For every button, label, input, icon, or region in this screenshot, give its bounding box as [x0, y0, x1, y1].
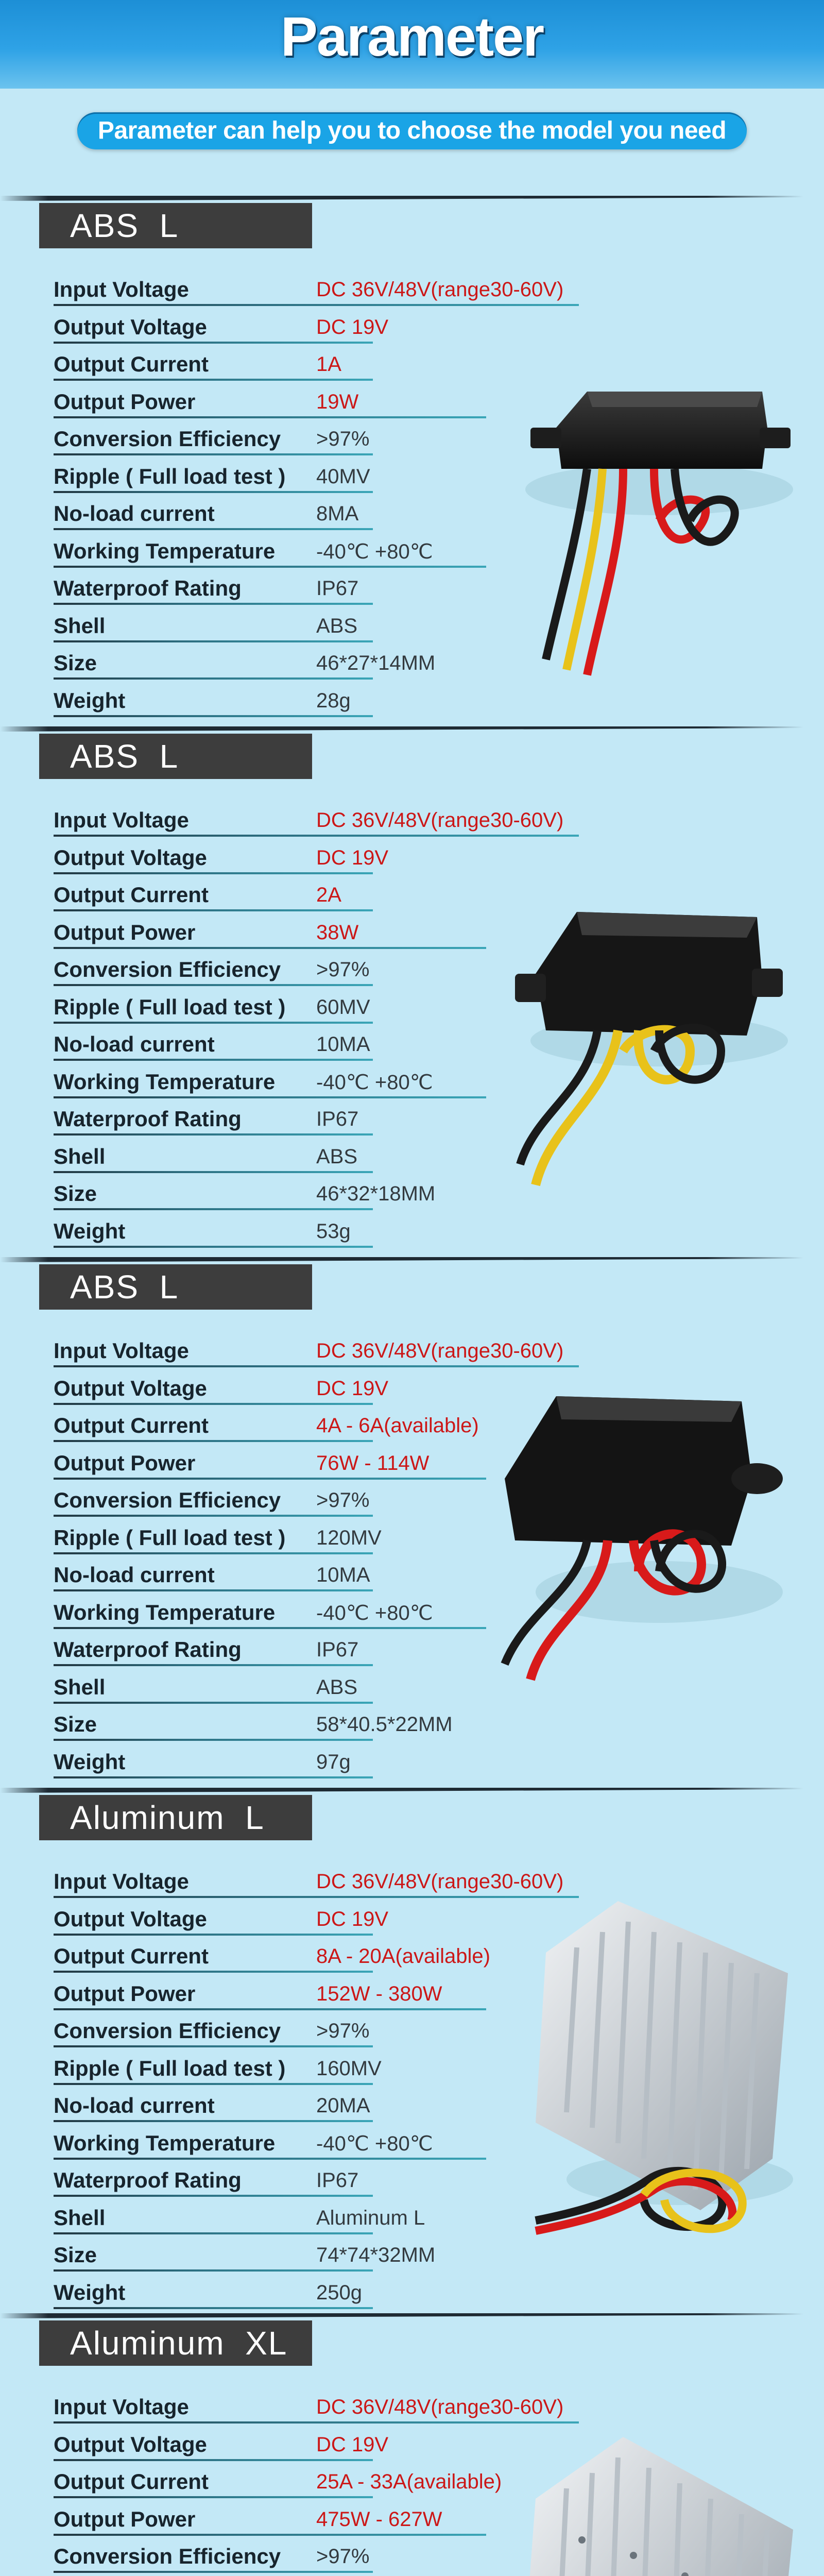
spec-row: [54, 1745, 620, 1783]
spec-label: Working Temperature: [54, 2130, 276, 2155]
product-image: [484, 1376, 793, 1695]
spec-underline: [54, 835, 579, 837]
spec-value: 4A - 6A(available): [316, 1414, 479, 1437]
model-header: ABS L: [39, 734, 312, 779]
spec-value: 20MA: [316, 2094, 370, 2117]
spec-row: [54, 2276, 620, 2314]
spec-underline: [54, 1246, 373, 1248]
spec-value: 475W - 627W: [316, 2507, 442, 2531]
spec-value: IP67: [316, 2169, 359, 2192]
spec-label: Output Power: [54, 389, 196, 414]
spec-underline: [54, 603, 373, 605]
spec-section-4: [0, 1788, 824, 2318]
spec-label: Output Current: [54, 883, 209, 907]
spec-underline: [54, 2083, 373, 2085]
spec-label: No-load current: [54, 1032, 215, 1056]
spec-underline: [54, 2496, 373, 2498]
spec-underline: [54, 2459, 373, 2461]
spec-label: Input Voltage: [54, 808, 189, 832]
spec-underline: [54, 1208, 373, 1210]
spec-underline: [54, 528, 373, 530]
spec-value: -40℃ +80℃: [316, 2132, 433, 2155]
spec-label: Weight: [54, 1218, 126, 1243]
spec-value: 76W - 114W: [316, 1451, 430, 1475]
spec-label: Output Current: [54, 1413, 209, 1437]
spec-underline: [54, 453, 373, 455]
spec-row: [54, 1708, 620, 1745]
spec-label: Waterproof Rating: [54, 2168, 242, 2192]
spec-underline: [54, 1440, 373, 1442]
spec-value: 250g: [316, 2281, 362, 2304]
spec-underline: [54, 2269, 373, 2272]
spec-value: DC 36V/48V(range30-60V): [316, 278, 564, 301]
spec-value: 120MV: [316, 1526, 382, 1549]
spec-label: Waterproof Rating: [54, 1637, 242, 1662]
section-divider: [0, 726, 803, 732]
spec-value: DC 19V: [316, 846, 389, 869]
spec-value: 160MV: [316, 2057, 382, 2080]
spec-value: >97%: [316, 428, 370, 450]
spec-row: [54, 2391, 620, 2428]
spec-value: 28g: [316, 689, 351, 712]
model-header: Aluminum XL: [39, 2320, 312, 2366]
spec-value: 40MV: [316, 465, 370, 488]
model-header: Aluminum L: [39, 1795, 312, 1840]
spec-value: 74*74*32MM: [316, 2244, 436, 2266]
spec-value: 1A: [316, 353, 341, 376]
spec-label: Conversion Efficiency: [54, 2019, 281, 2043]
spec-underline: [54, 872, 373, 874]
spec-label: Output Voltage: [54, 1376, 207, 1400]
spec-underline: [54, 2232, 373, 2234]
spec-section-1: [0, 196, 824, 726]
spec-underline: [54, 1133, 373, 1136]
spec-row: [54, 1334, 620, 1372]
spec-label: Waterproof Rating: [54, 576, 242, 600]
spec-value: DC 36V/48V(range30-60V): [316, 2396, 564, 2418]
spec-row: [54, 804, 620, 841]
section-divider: [0, 1257, 803, 1262]
spec-underline: [54, 947, 486, 949]
spec-value: DC 36V/48V(range30-60V): [316, 809, 564, 832]
spec-value: -40℃ +80℃: [316, 1601, 433, 1624]
spec-underline: [54, 1515, 373, 1517]
spec-label: Output Current: [54, 352, 209, 376]
section-divider: [0, 2313, 803, 2318]
spec-underline: [54, 2195, 373, 2197]
spec-label: Ripple ( Full load test ): [54, 1525, 286, 1550]
spec-underline: [54, 2534, 486, 2536]
spec-value: 58*40.5*22MM: [316, 1713, 453, 1736]
spec-label: Size: [54, 1712, 97, 1736]
section-divider: [0, 1788, 803, 1793]
spec-underline: [54, 2158, 486, 2160]
spec-underline: [54, 1022, 373, 1024]
spec-value: IP67: [316, 577, 359, 600]
spec-label: Conversion Efficiency: [54, 2544, 281, 2568]
spec-label: Size: [54, 1181, 97, 1206]
spec-label: Ripple ( Full load test ): [54, 2056, 286, 2080]
spec-underline: [54, 2120, 373, 2122]
spec-underline: [54, 416, 486, 418]
spec-label: Conversion Efficiency: [54, 427, 281, 451]
spec-label: Shell: [54, 613, 106, 638]
spec-value: ABS: [316, 614, 358, 637]
spec-value: ABS: [316, 1145, 358, 1168]
spec-value: 10MA: [316, 1564, 370, 1586]
spec-value: DC 19V: [316, 1907, 389, 1930]
spec-section-3: [0, 1257, 824, 1788]
spec-label: Output Voltage: [54, 1906, 207, 1931]
spec-underline: [54, 1059, 373, 1061]
spec-underline: [54, 1096, 486, 1098]
spec-underline: [54, 909, 373, 911]
product-image: [525, 371, 793, 690]
spec-label: Output Power: [54, 1981, 196, 2006]
spec-underline: [54, 1664, 373, 1666]
spec-value: 25A - 33A(available): [316, 2470, 502, 2493]
spec-label: Weight: [54, 1749, 126, 1774]
section-divider: [0, 196, 803, 201]
product-image: [505, 2427, 803, 2576]
spec-underline: [54, 1702, 373, 1704]
spec-label: No-load current: [54, 2093, 215, 2117]
page-title: Parameter: [280, 5, 544, 67]
spec-label: Weight: [54, 2280, 126, 2304]
spec-underline: [54, 1478, 486, 1480]
spec-label: Output Current: [54, 1944, 209, 1968]
product-image: [515, 1891, 803, 2251]
spec-underline: [54, 491, 373, 493]
spec-label: Weight: [54, 688, 126, 713]
spec-underline: [54, 1739, 373, 1741]
spec-label: Output Voltage: [54, 2432, 207, 2456]
spec-value: >97%: [316, 958, 370, 981]
spec-value: IP67: [316, 1638, 359, 1661]
spec-underline: [54, 342, 373, 344]
spec-label: Working Temperature: [54, 538, 276, 563]
spec-value: IP67: [316, 1108, 359, 1130]
spec-value: 19W: [316, 390, 359, 413]
spec-label: Input Voltage: [54, 277, 189, 301]
spec-underline: [54, 1403, 373, 1405]
spec-label: Conversion Efficiency: [54, 1488, 281, 1512]
spec-value: DC 19V: [316, 2433, 389, 2456]
spec-underline: [54, 640, 373, 642]
spec-label: Size: [54, 2243, 97, 2267]
spec-label: Shell: [54, 2205, 106, 2230]
spec-value: 8A - 20A(available): [316, 1945, 490, 1968]
spec-label: Output Voltage: [54, 314, 207, 339]
spec-value: 38W: [316, 921, 359, 944]
product-image: [505, 896, 793, 1206]
spec-value: Aluminum L: [316, 2206, 425, 2229]
spec-label: Output Power: [54, 920, 196, 944]
spec-underline: [54, 2421, 579, 2424]
spec-row: [54, 841, 620, 879]
spec-value: -40℃ +80℃: [316, 540, 433, 563]
subtitle-pill: Parameter can help you to choose the model you need: [77, 112, 747, 149]
spec-value: DC 36V/48V(range30-60V): [316, 1340, 564, 1362]
spec-label: Input Voltage: [54, 2395, 189, 2419]
spec-value: 152W - 380W: [316, 1982, 442, 2005]
spec-underline: [54, 715, 373, 717]
spec-value: >97%: [316, 2020, 370, 2042]
spec-label: Working Temperature: [54, 1069, 276, 1094]
spec-underline: [54, 1552, 373, 1554]
spec-underline: [54, 984, 373, 986]
spec-underline: [54, 1776, 373, 1778]
spec-row: [54, 273, 620, 311]
spec-label: Working Temperature: [54, 1600, 276, 1624]
spec-underline: [54, 2045, 373, 2047]
spec-section-5: [0, 2313, 824, 2576]
spec-underline: [54, 2571, 373, 2573]
spec-value: DC 36V/48V(range30-60V): [316, 1870, 564, 1893]
spec-underline: [54, 1896, 579, 1898]
spec-label: Output Power: [54, 2506, 196, 2531]
spec-label: Size: [54, 651, 97, 675]
spec-underline: [54, 1171, 373, 1173]
spec-value: ABS: [316, 1675, 358, 1699]
spec-label: Output Current: [54, 2469, 209, 2494]
spec-value: >97%: [316, 2545, 370, 2568]
spec-value: 46*27*14MM: [316, 652, 436, 674]
spec-value: 60MV: [316, 995, 370, 1019]
model-header: ABS L: [39, 1264, 312, 1310]
spec-value: DC 19V: [316, 315, 389, 338]
spec-underline: [54, 1627, 486, 1629]
spec-underline: [54, 566, 486, 568]
spec-label: Shell: [54, 1144, 106, 1168]
spec-underline: [54, 677, 373, 680]
spec-label: Input Voltage: [54, 1338, 189, 1363]
spec-value: >97%: [316, 1489, 370, 1512]
spec-value: 46*32*18MM: [316, 1182, 436, 1205]
spec-value: -40℃ +80℃: [316, 1071, 433, 1094]
spec-value: 8MA: [316, 502, 359, 525]
spec-underline: [54, 1971, 373, 1973]
spec-label: Waterproof Rating: [54, 1107, 242, 1131]
spec-underline: [54, 1934, 373, 1936]
spec-label: No-load current: [54, 501, 215, 526]
spec-row: [54, 311, 620, 348]
spec-value: 53g: [316, 1219, 351, 1243]
spec-underline: [54, 2008, 486, 2010]
spec-underline: [54, 304, 579, 306]
spec-underline: [54, 379, 373, 381]
spec-underline: [54, 1589, 373, 1591]
spec-value: DC 19V: [316, 1377, 389, 1400]
spec-label: Input Voltage: [54, 1869, 189, 1893]
spec-label: Output Voltage: [54, 845, 207, 870]
spec-label: No-load current: [54, 1563, 215, 1587]
spec-label: Output Power: [54, 1450, 196, 1475]
spec-label: Conversion Efficiency: [54, 957, 281, 981]
spec-section-2: [0, 726, 824, 1257]
spec-value: 97g: [316, 1750, 351, 1773]
spec-value: 2A: [316, 884, 341, 906]
spec-label: Ripple ( Full load test ): [54, 994, 286, 1019]
spec-underline: [54, 2307, 373, 2309]
spec-label: Ripple ( Full load test ): [54, 464, 286, 488]
model-header: ABS L: [39, 203, 312, 248]
spec-label: Shell: [54, 1674, 106, 1699]
spec-value: 10MA: [316, 1033, 370, 1056]
spec-underline: [54, 1365, 579, 1367]
spec-row: [54, 1215, 620, 1252]
